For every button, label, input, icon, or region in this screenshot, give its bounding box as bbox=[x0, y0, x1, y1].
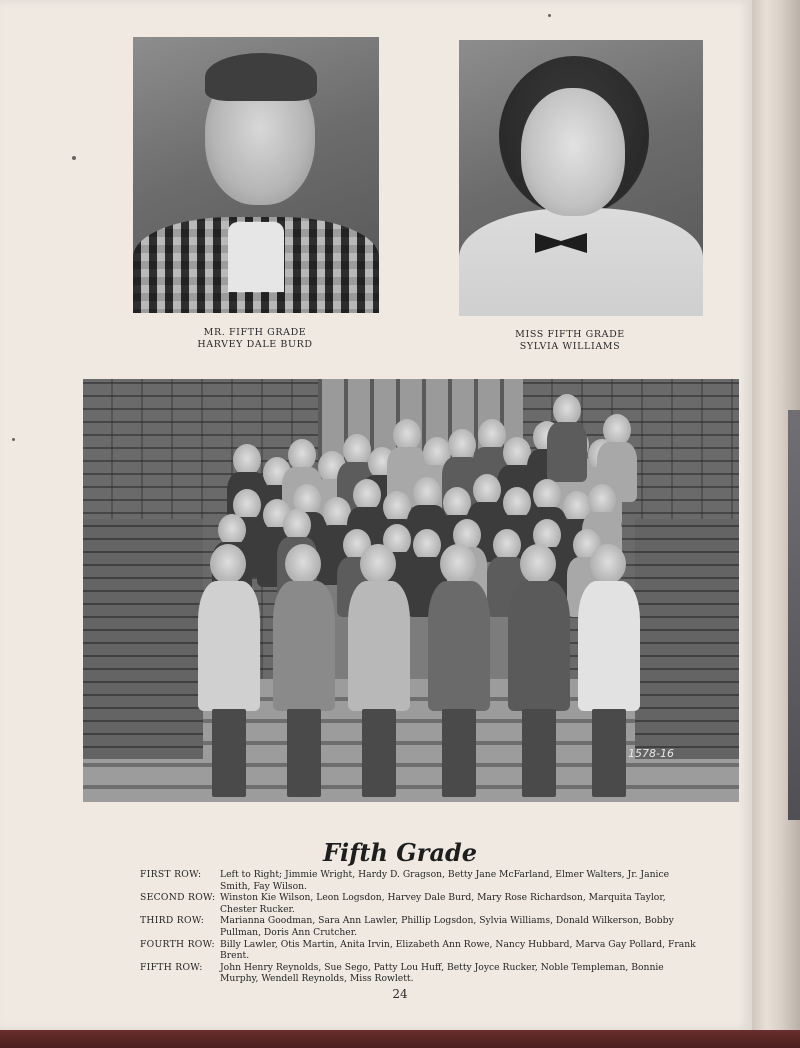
caption-name: SYLVIA WILLIAMS bbox=[519, 341, 621, 352]
row-names: Left to Right; Jimmie Wright, Hardy D. Gragson, Betty Jane McFarland, Elmer Walters, Jr. Janice Smith, Fay Wilson. bbox=[220, 869, 670, 892]
page-number: 24 bbox=[392, 987, 408, 1001]
row-fifth bbox=[140, 962, 700, 985]
student-figure-head bbox=[360, 544, 396, 584]
brick-pillar-left bbox=[83, 519, 203, 759]
student-figure-legs bbox=[362, 709, 396, 797]
student-figure-legs bbox=[287, 709, 321, 797]
row-names: Billy Lawler, Otis Martin, Anita Irvin, Elizabeth Ann Rowe, Nancy Hubbard, Marva Gay Pollard, Frank Brent. bbox=[220, 938, 696, 962]
row-label: FIFTH ROW: bbox=[140, 961, 203, 973]
row-names: John Henry Reynolds, Sue Sego, Patty Lou Huff, Betty Joyce Rucker, Noble Templeman, Bonnie Murphy, Wendell Reynolds, Miss Rowlett. bbox=[220, 961, 664, 985]
student-figure-body bbox=[428, 581, 490, 711]
student-figure-legs bbox=[442, 709, 476, 797]
row-label: THIRD ROW: bbox=[140, 915, 205, 927]
student-figure-body bbox=[273, 581, 335, 711]
student-figure-legs bbox=[522, 709, 556, 797]
caption-title: MR. FIFTH GRADE bbox=[203, 327, 307, 338]
student-figure-body bbox=[547, 422, 587, 482]
spine-strip bbox=[788, 410, 800, 820]
section-title: Fifth Grade bbox=[322, 838, 478, 867]
student-figure-head bbox=[590, 544, 626, 584]
paper-speck bbox=[72, 156, 76, 160]
row-first bbox=[140, 869, 700, 892]
book-cover-edge bbox=[0, 1030, 800, 1048]
student-figure-body bbox=[348, 581, 410, 711]
row-second bbox=[140, 892, 700, 915]
boy-hair bbox=[205, 53, 317, 101]
brick-pillar-right bbox=[635, 519, 739, 759]
student-figure-body bbox=[198, 581, 260, 711]
caption-mr-fifth-grade bbox=[150, 327, 360, 351]
student-figure-legs bbox=[592, 709, 626, 797]
student-figure-legs bbox=[212, 709, 246, 797]
caption-title: MISS FIFTH GRADE bbox=[515, 329, 625, 340]
student-name-list bbox=[140, 869, 700, 985]
white-blouse bbox=[459, 208, 703, 316]
student-figure-body bbox=[578, 581, 640, 711]
row-names: Winston Kie Wilson, Leon Logsdon, Harvey Dale Burd, Mary Rose Richardson, Marquita Taylor, Chester Rucker. bbox=[220, 892, 666, 915]
portrait-photo-miss-fifth-grade bbox=[459, 40, 703, 316]
t-shirt bbox=[228, 222, 284, 292]
paper-speck bbox=[548, 14, 551, 17]
paper-speck bbox=[12, 438, 15, 441]
row-names: Marianna Goodman, Sara Ann Lawler, Phillip Logsdon, Sylvia Williams, Donald Wilkerson, Bobby Pullman, Doris Ann Crutcher. bbox=[220, 915, 674, 938]
row-label: FOURTH ROW: bbox=[140, 938, 215, 950]
caption-name: HARVEY DALE BURD bbox=[197, 339, 313, 350]
student-figure-head bbox=[285, 544, 321, 584]
girl-face bbox=[521, 88, 625, 216]
class-group-photo bbox=[83, 379, 739, 802]
row-fourth bbox=[140, 939, 700, 962]
row-label: FIRST ROW: bbox=[140, 869, 202, 880]
caption-miss-fifth-grade bbox=[465, 329, 675, 353]
student-figure-head bbox=[440, 544, 476, 584]
student-figure-head bbox=[210, 544, 246, 584]
photo-negative-number: 1578-16 bbox=[628, 747, 674, 760]
row-third bbox=[140, 915, 700, 938]
portrait-photo-mr-fifth-grade bbox=[133, 37, 379, 313]
student-figure-body bbox=[508, 581, 570, 711]
student-figure-head bbox=[520, 544, 556, 584]
row-label: SECOND ROW: bbox=[140, 892, 216, 904]
